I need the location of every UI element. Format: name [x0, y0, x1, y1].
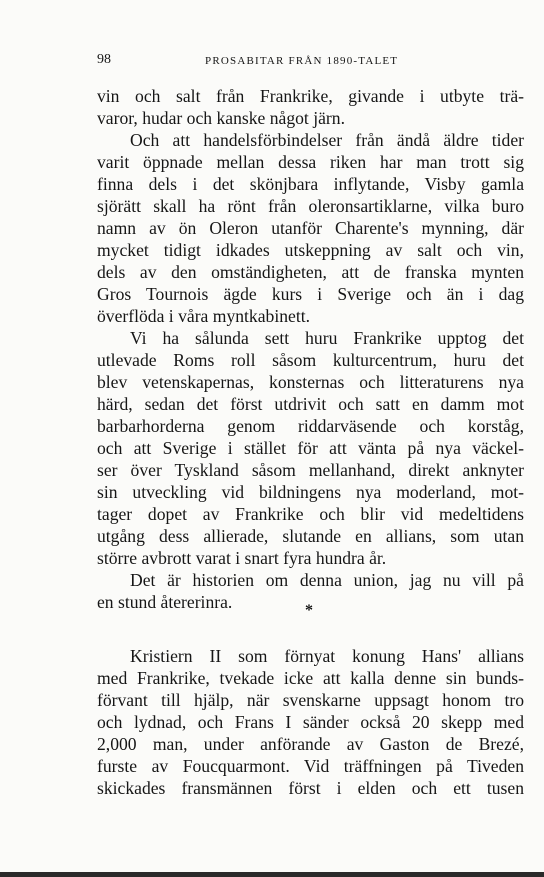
text-line: dels av den omständigheten, att de franska mynten [97, 262, 524, 282]
text-line: Det är historien om denna union, jag nu vill på [130, 570, 524, 590]
text-line: sin utveckling vid bildningens nya moderland, mot- [97, 482, 524, 502]
text-line: utgång dess allierade, slutande en allians, som utan [97, 526, 524, 546]
text-line: Vi ha sålunda sett huru Frankrike upptog det [130, 328, 524, 348]
text-line: Och att handelsförbindelser från ändå äldre tider [130, 130, 524, 150]
text-line: namn av ön Oleron utanför Charente's mynning, där [97, 218, 524, 238]
text-line: finna dels i det skönjbara inflytande, Visby gamla [97, 174, 524, 194]
page-number: 98 [97, 52, 111, 67]
page-header [97, 52, 517, 72]
text-line: blev vetenskapernas, konsternas och litteraturens nya [97, 372, 524, 392]
text-line: och lydnad, och Frans I sänder också 20 skepp med [97, 712, 524, 732]
text-line: varit öppnade mellan dessa riken har man trott sig [97, 152, 524, 172]
text-line: mycket tidigt idkades utskeppning av salt och vin, [97, 240, 524, 260]
text-line: tager dopet av Frankrike och blir vid medeltidens [97, 504, 524, 524]
text-line: förvant till hjälp, när svenskarne uppsagt honom tro [97, 690, 524, 710]
text-line: härd, sedan det först utdrivit och satt en damm mot [97, 394, 524, 414]
text-line: vin och salt från Frankrike, givande i utbyte trä- [97, 86, 524, 106]
text-line: skickades fransmännen först i elden och ett tusen [97, 778, 524, 798]
text-line: barbarhorderna genom riddarväsende och korståg, [97, 416, 524, 436]
text-line: ser över Tyskland såsom mellanhand, direkt anknyter [97, 460, 524, 480]
page-bottom-edge [0, 872, 544, 877]
text-line: överflöda i våra myntkabinett. [97, 306, 311, 326]
text-line: utlevade Roms roll såsom kulturcentrum, huru det [97, 350, 524, 370]
running-title: PROSABITAR FRÅN 1890-TALET [205, 55, 399, 67]
text-line: furste av Foucquarmont. Vid träffningen på Tiveden [97, 756, 524, 776]
text-line: större avbrott varat i snart fyra hundra år. [97, 548, 387, 568]
text-line: Gros Tournois ägde kurs i Sverige och än i dag [97, 284, 524, 304]
text-line: och att Sverige i stället för att vänta på nya väckel- [97, 438, 524, 458]
section-break-asterisk: * [305, 602, 313, 619]
text-line: Kristiern II som förnyat konung Hans' allians [130, 646, 524, 666]
text-line: sjörätt skall ha rönt från oleronsartiklarne, vilka buro [97, 196, 524, 216]
text-line: en stund återerinra. [97, 592, 233, 612]
text-line: 2,000 man, under anförande av Gaston de Brezé, [97, 734, 524, 754]
text-line: varor, hudar och kanske något järn. [97, 108, 345, 128]
text-line: med Frankrike, tvekade icke att kalla denne sin bunds- [97, 668, 524, 688]
